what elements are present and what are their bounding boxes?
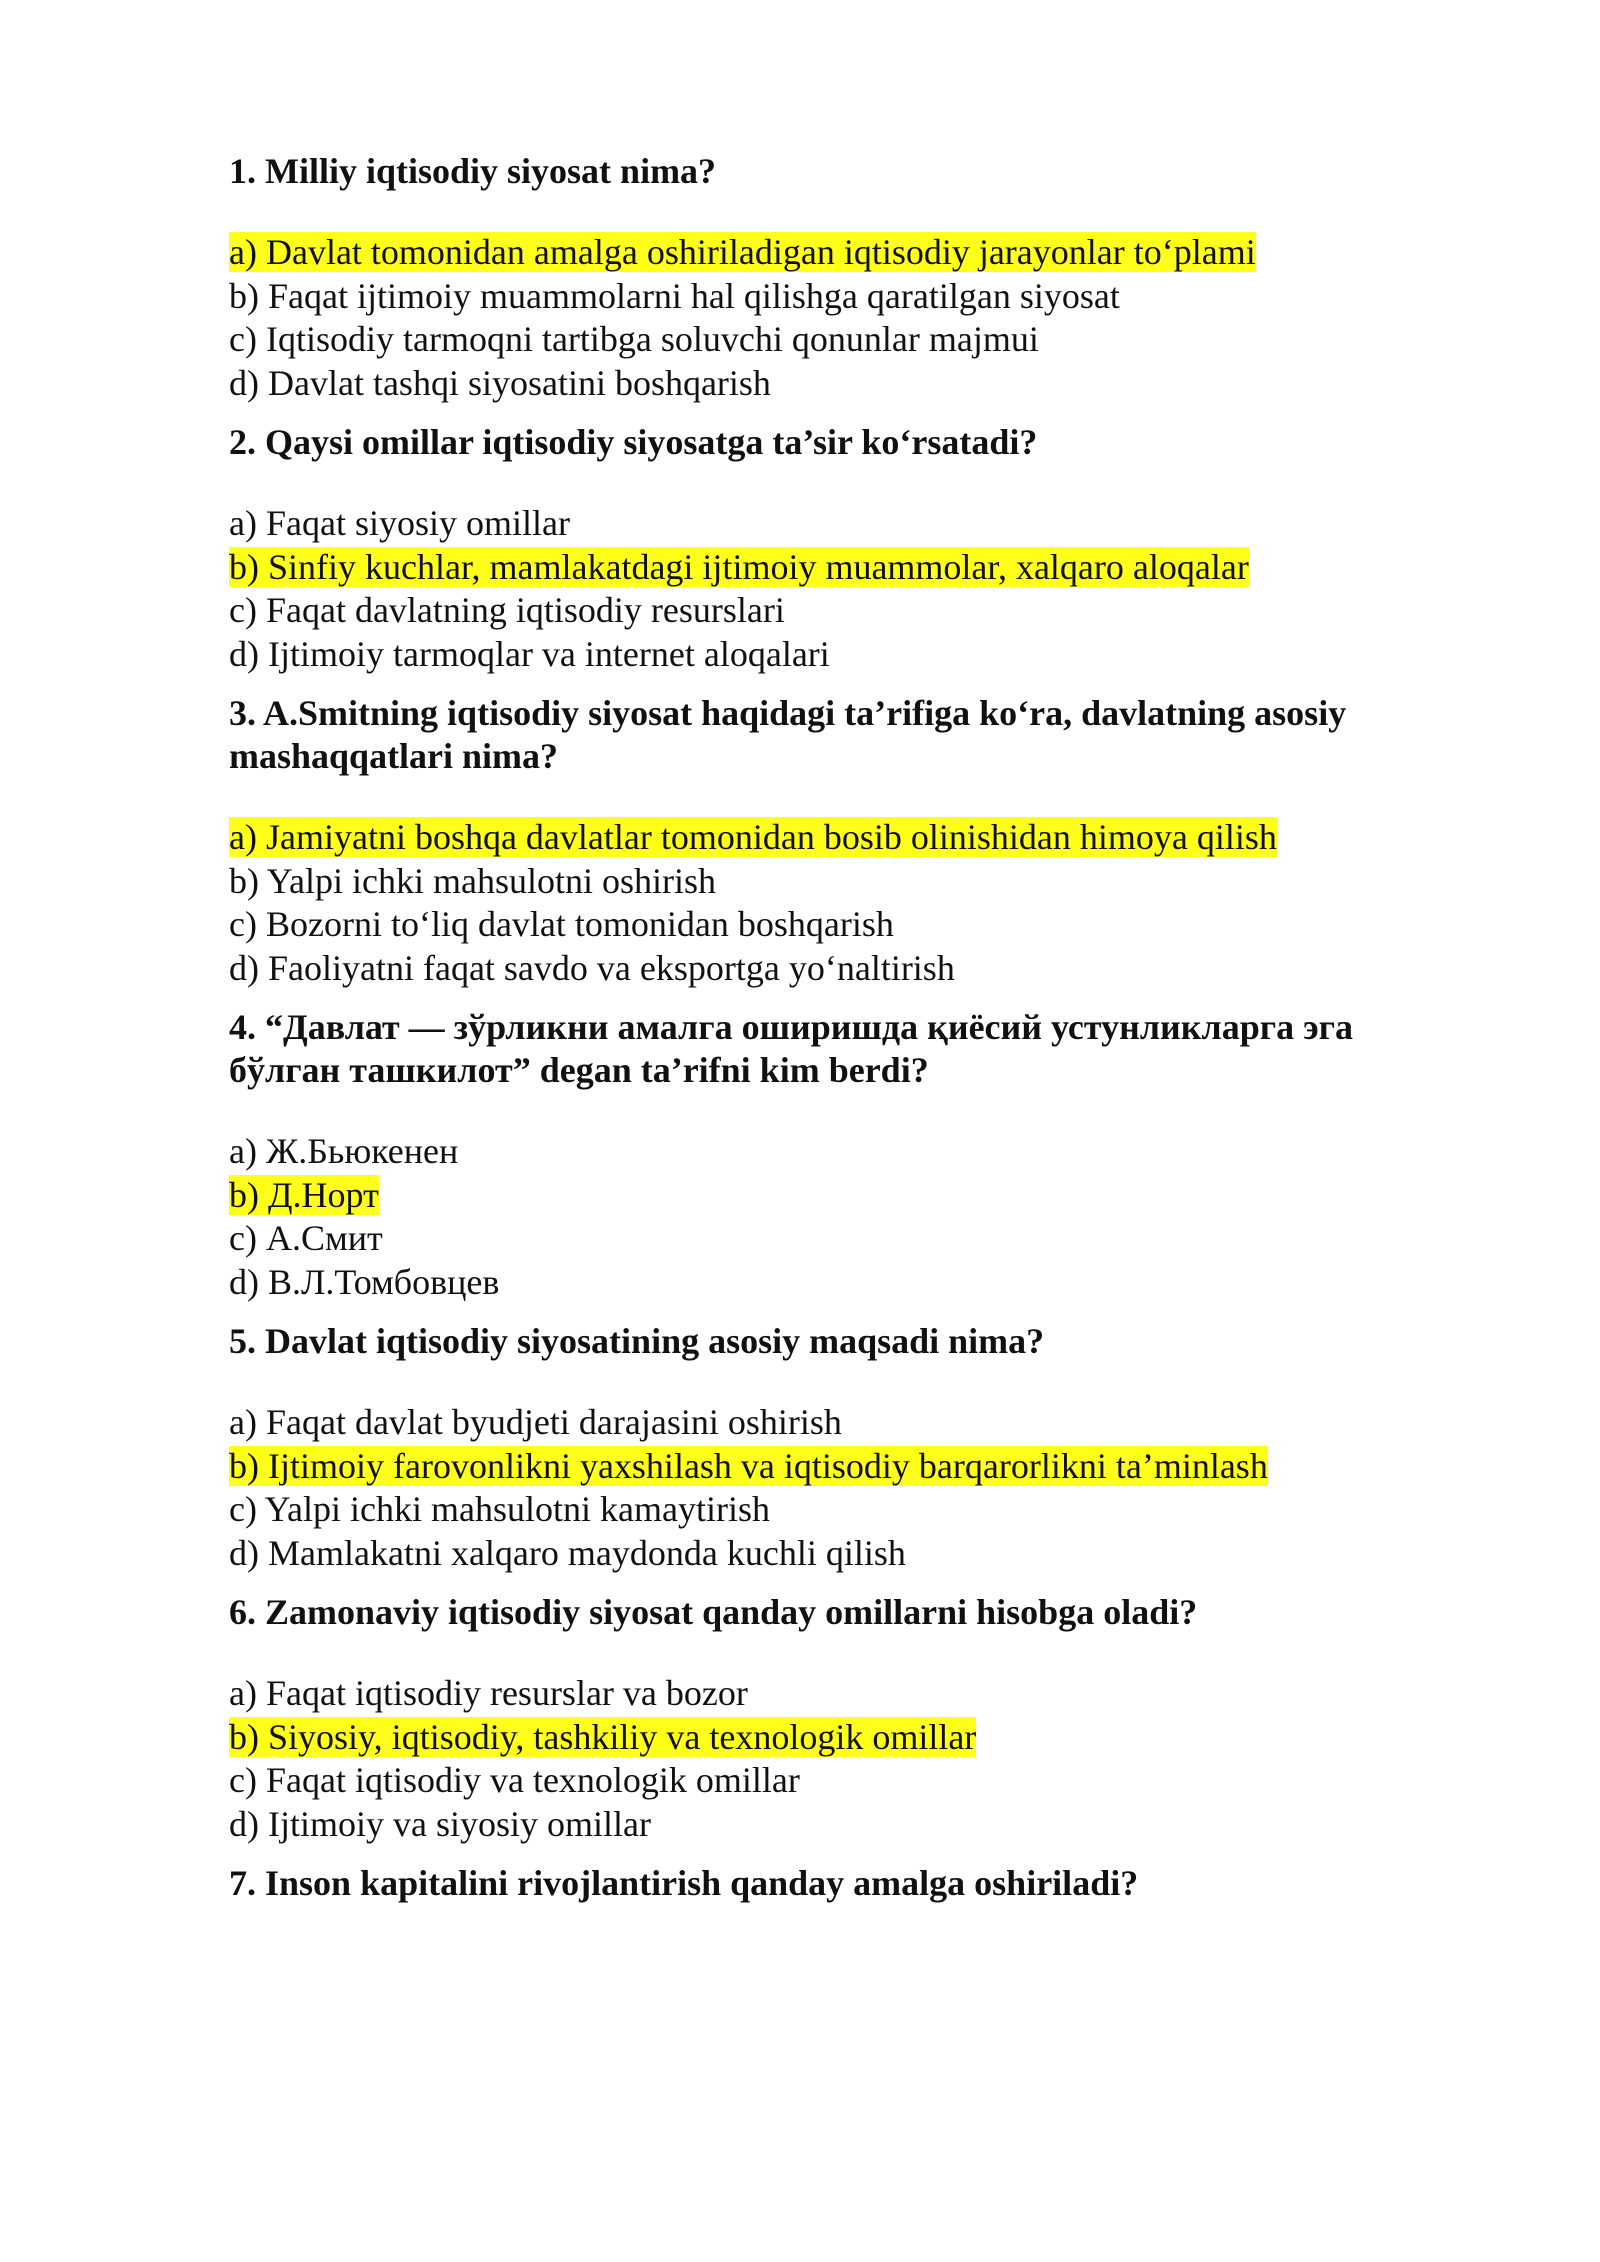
highlighted-answer: b) Siyosiy, iqtisodiy, tashkiliy va texnologik omillar (229, 1716, 977, 1757)
question-5 (229, 1320, 1429, 1575)
answer-option: d) Mamlakatni xalqaro maydonda kuchli qilish (229, 1532, 906, 1573)
question-title: 3. A.Smitning iqtisodiy siyosat haqidagi ta’rifiga ko‘ra, davlatning asosiy mashaqqatlari nima? (229, 693, 1347, 776)
answer-option: c) Bozorni to‘liq davlat tomonidan boshqarish (229, 904, 894, 944)
answer-option: c) А.Смит (229, 1218, 383, 1258)
answer-option: d) В.Л.Томбовцев (229, 1261, 500, 1302)
question-7 (229, 1862, 1429, 1905)
answer-option-correct (229, 816, 1429, 860)
question-title: 5. Davlat iqtisodiy siyosatining asosiy maqsadi nima? (229, 1321, 1045, 1361)
question-6 (229, 1591, 1429, 1846)
highlighted-answer: a) Davlat tomonidan amalga oshiriladigan iqtisodiy jarayonlar to‘plami (229, 232, 1256, 272)
answer-option: b) Yalpi ichki mahsulotni oshirish (229, 860, 717, 901)
answer-option-correct (229, 546, 1429, 590)
question-title: 6. Zamonaviy iqtisodiy siyosat qanday omillarni hisobga oladi? (229, 1592, 1198, 1632)
question-title: 4. “Давлат — зўрликни амалга оширишда қиёсий устунликларга эга бўлган ташкилот” degan ta’rifni kim berdi? (229, 1007, 1353, 1090)
answer-option: a) Ж.Бьюкенен (229, 1131, 459, 1171)
question-2 (229, 421, 1429, 676)
answer-option: d) Davlat tashqi siyosatini boshqarish (229, 362, 771, 403)
highlighted-answer: a) Jamiyatni boshqa davlatlar tomonidan bosib olinishidan himoya qilish (229, 817, 1277, 857)
question-1 (229, 150, 1429, 405)
answer-option-correct (229, 1716, 1429, 1760)
answer-option: a) Faqat iqtisodiy resurslar va bozor (229, 1673, 748, 1713)
answer-option: c) Yalpi ichki mahsulotni kamaytirish (229, 1489, 770, 1529)
question-title: 1. Milliy iqtisodiy siyosat nima? (229, 151, 717, 191)
answer-option: d) Faoliyatni faqat savdo va eksportga yo‘naltirish (229, 947, 955, 988)
answer-option: c) Faqat iqtisodiy va texnologik omillar (229, 1760, 800, 1800)
answer-option: d) Ijtimoiy tarmoqlar va internet aloqalari (229, 633, 830, 674)
question-title: 2. Qaysi omillar iqtisodiy siyosatga ta’sir ko‘rsatadi? (229, 422, 1038, 462)
answer-option: c) Iqtisodiy tarmoqni tartibga soluvchi qonunlar majmui (229, 319, 1039, 359)
document-page (229, 150, 1429, 1943)
answer-option: d) Ijtimoiy va siyosiy omillar (229, 1803, 651, 1844)
question-title: 7. Inson kapitalini rivojlantirish qanday amalga oshiriladi? (229, 1863, 1139, 1903)
highlighted-answer: b) Ijtimoiy farovonlikni yaxshilash va iqtisodiy barqarorlikni ta’minlash (229, 1445, 1268, 1486)
answer-option: a) Faqat davlat byudjeti darajasini oshirish (229, 1402, 842, 1442)
question-4 (229, 1006, 1429, 1304)
highlighted-answer: b) Д.Норт (229, 1174, 379, 1215)
answer-option-correct (229, 1174, 1429, 1218)
answer-option: a) Faqat siyosiy omillar (229, 503, 570, 543)
answer-option: c) Faqat davlatning iqtisodiy resurslari (229, 590, 785, 630)
answer-option: b) Faqat ijtimoiy muammolarni hal qilishga qaratilgan siyosat (229, 275, 1120, 316)
highlighted-answer: b) Sinfiy kuchlar, mamlakatdagi ijtimoiy muammolar, xalqaro aloqalar (229, 546, 1249, 587)
question-3 (229, 692, 1429, 990)
answer-option-correct (229, 231, 1429, 275)
answer-option-correct (229, 1445, 1429, 1489)
